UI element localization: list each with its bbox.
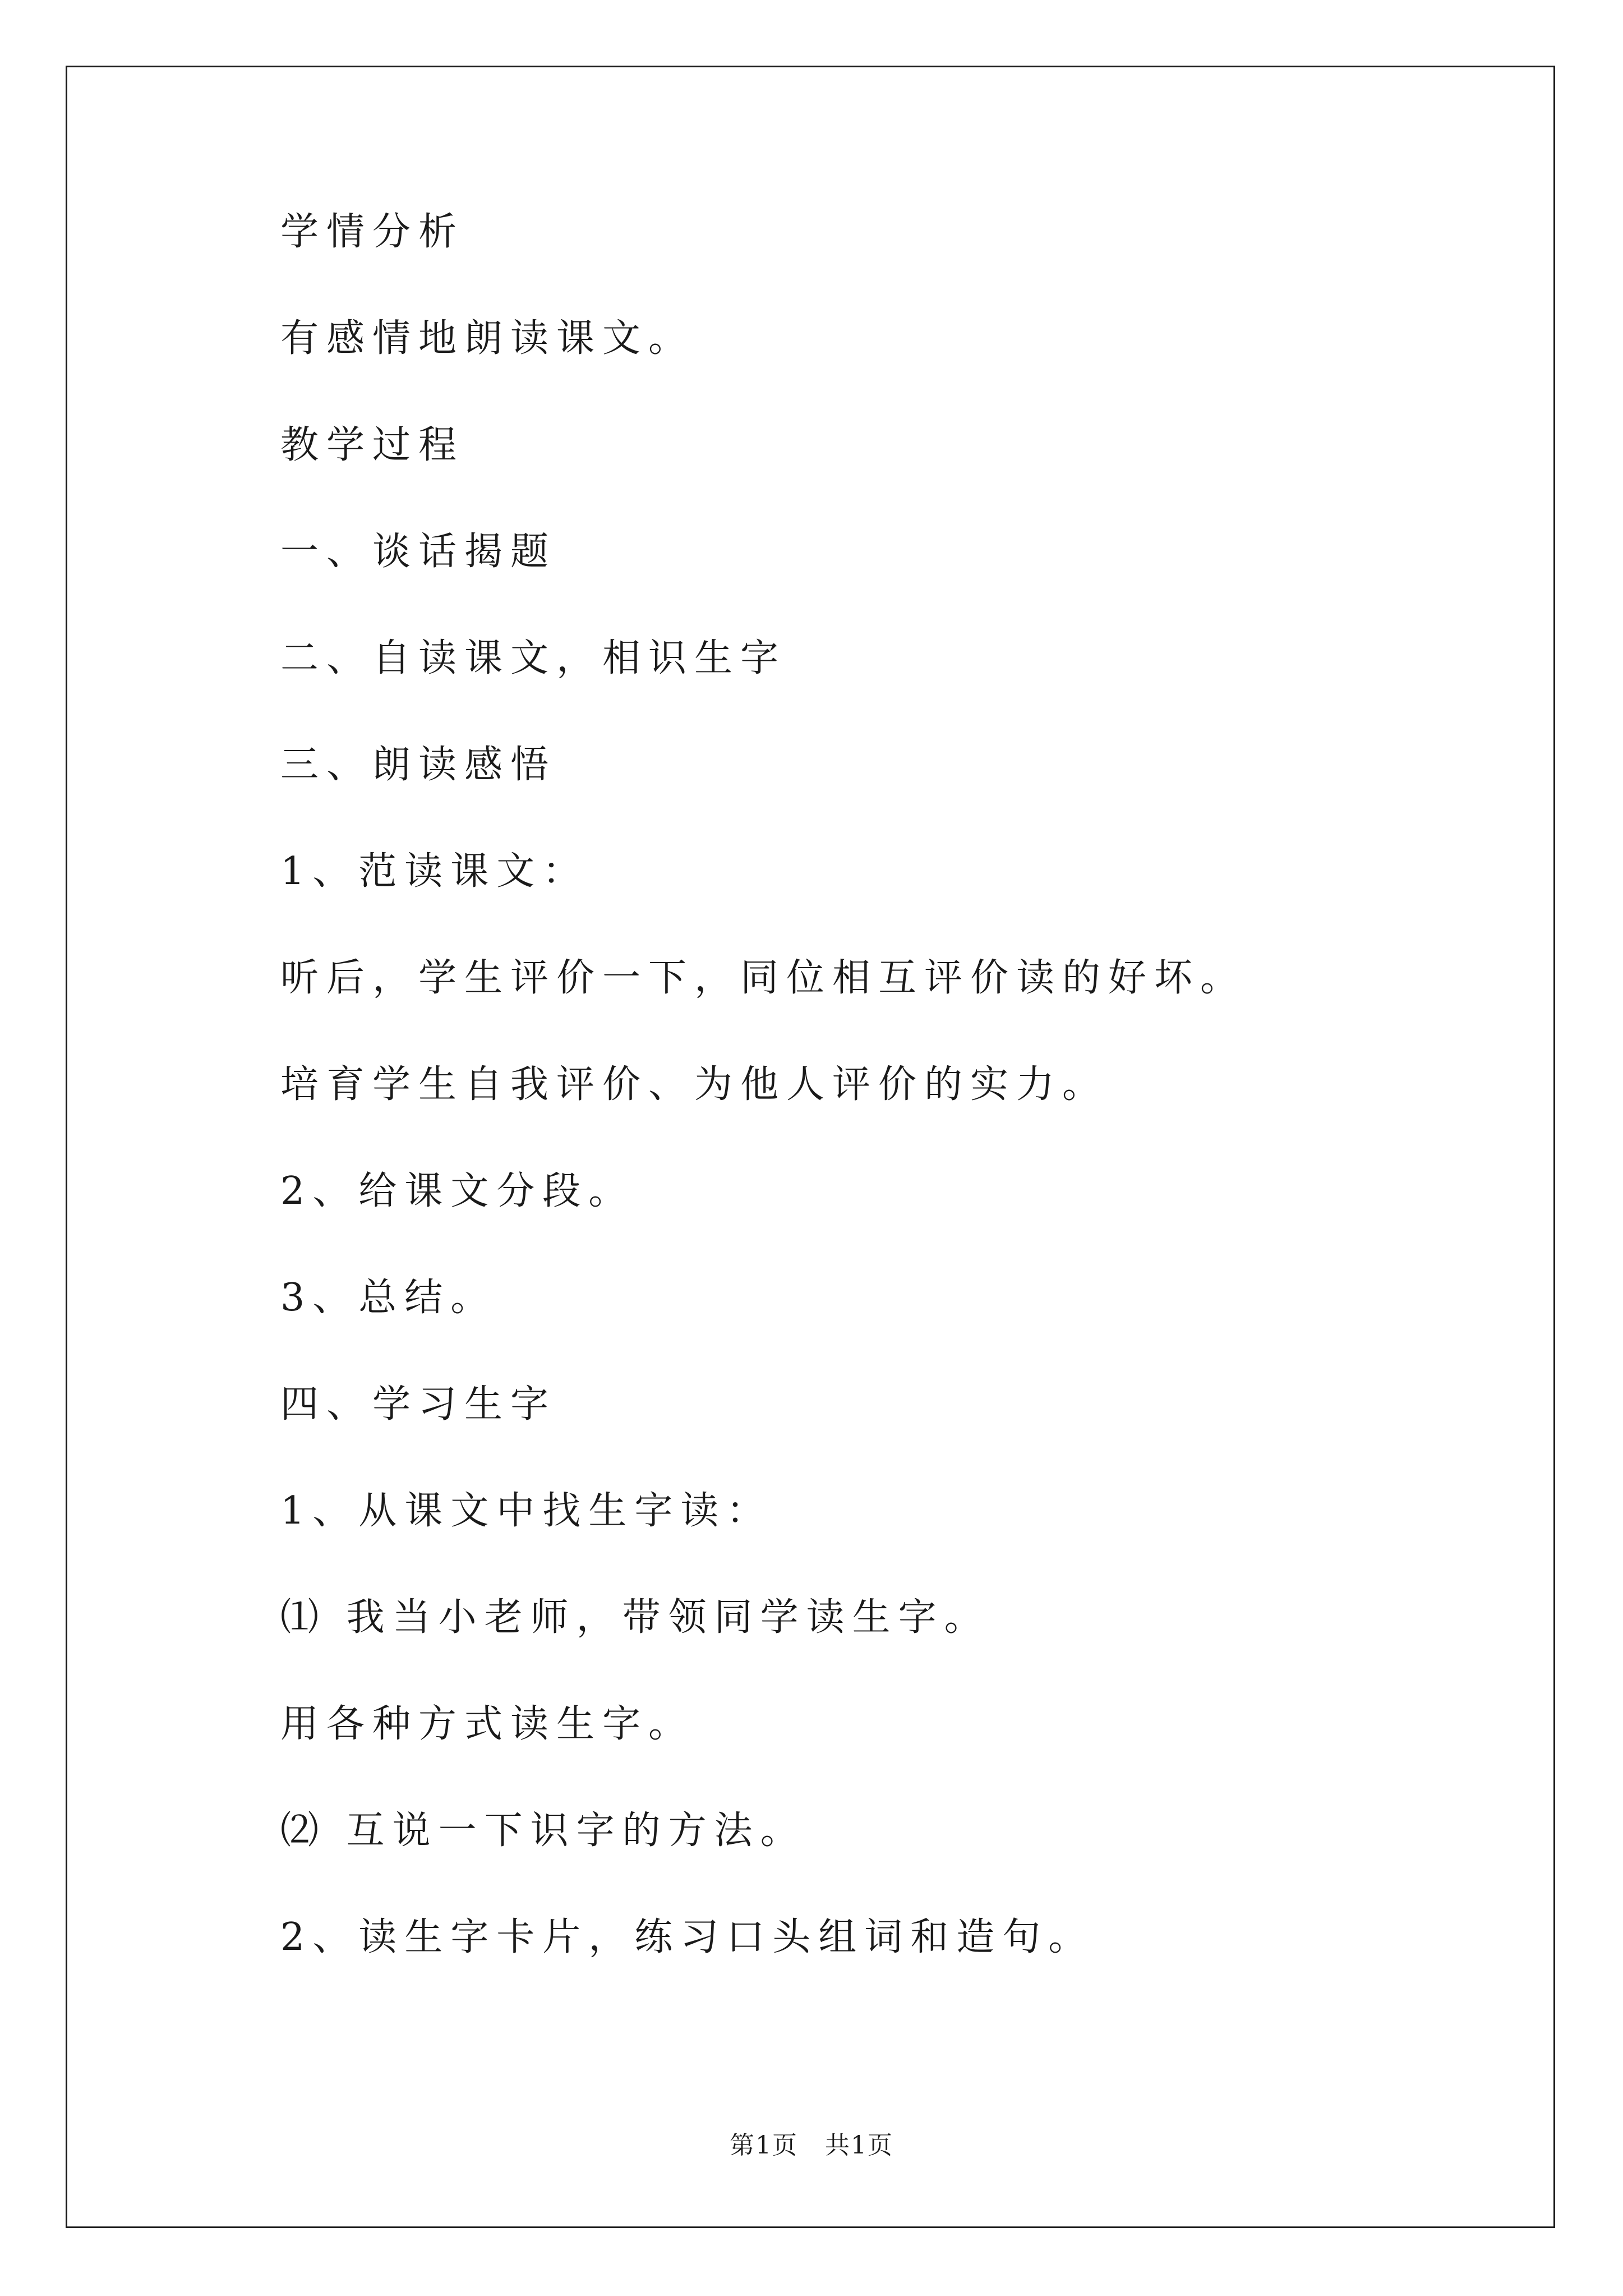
- text-line: 2、读生字卡片，练习口头组词和造句。: [280, 1915, 1095, 1959]
- document-body: [280, 210, 1486, 2025]
- text-line: 二、自读课文，相识生字: [280, 636, 787, 680]
- text-line: 1、从课文中找生字读：: [280, 1489, 773, 1533]
- section-heading-process: 教学过程: [280, 423, 465, 467]
- text-line: ⑴ 我当小老师，带领同学读生字。: [280, 1595, 990, 1640]
- text-line: 一、谈话揭题: [280, 530, 557, 574]
- text-line: 2、给课文分段。: [280, 1169, 635, 1213]
- text-line: 四、学习生字: [280, 1382, 557, 1427]
- text-line: 有感情地朗读课文。: [280, 316, 695, 361]
- text-line: 培育学生自我评价、为他人评价的实力。: [280, 1062, 1109, 1107]
- text-line: 用各种方式读生字。: [280, 1702, 695, 1746]
- text-line: 三、朗读感悟: [280, 743, 557, 787]
- text-line: ⑵ 互说一下识字的方法。: [280, 1809, 806, 1853]
- text-line: 3、总结。: [280, 1276, 497, 1320]
- text-line: 1、范读课文：: [280, 849, 589, 894]
- text-line: 听后，学生评价一下，同位相互评价读的好坏。: [280, 956, 1247, 1000]
- page-footer: 第1页 共1页: [730, 2131, 893, 2160]
- section-heading-analysis: 学情分析: [280, 210, 465, 254]
